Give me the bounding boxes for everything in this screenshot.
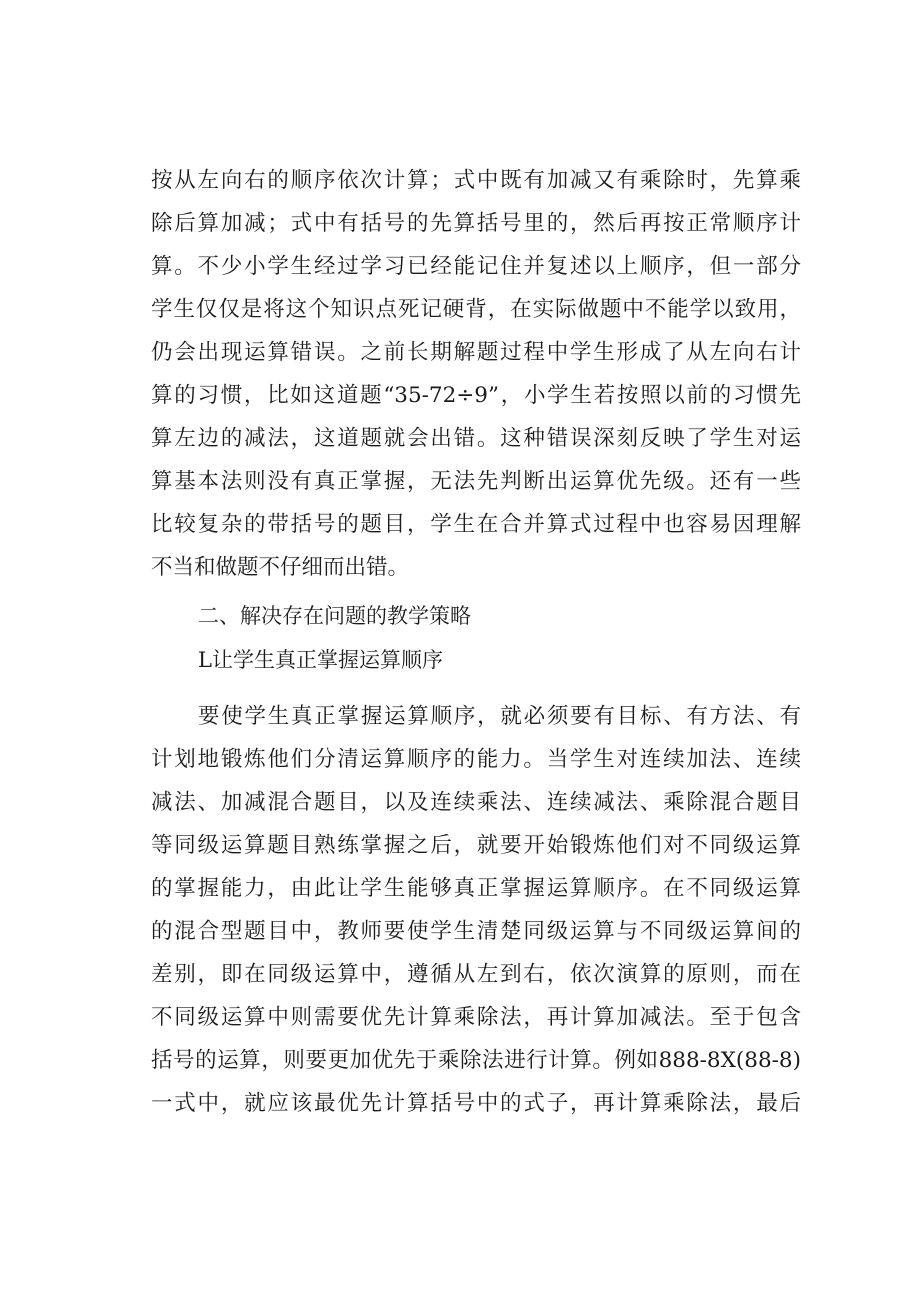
paragraph-line: 减法、加减混合题目，以及连续乘法、连续减法、乘除混合题目: [151, 790, 801, 815]
paragraph-line: 的掌握能力，由此让学生能够真正掌握运算顺序。在不同级运算: [151, 876, 801, 901]
subsection-heading: L让学生真正掌握运算顺序: [198, 648, 443, 672]
paragraph-line: 一式中，就应该最优先计算括号中的式子，再计算乘除法，最后: [151, 1091, 801, 1116]
paragraph-line: 括号的运算，则要更加优先于乘除法进行计算。例如888-8X(88-8): [151, 1048, 801, 1073]
paragraph-line: 差别，即在同级运算中，遵循从左到右，依次演算的原则，而在: [151, 962, 801, 987]
paragraph-line: 不同级运算中则需要优先计算乘除法，再计算加减法。至于包含: [151, 1005, 801, 1030]
paragraph-line: 算。不少小学生经过学习已经能记住并复述以上顺序，但一部分: [151, 254, 801, 279]
paragraph-line: 计划地锻炼他们分清运算顺序的能力。当学生对连续加法、连续: [151, 747, 801, 772]
paragraph-line: 比较复杂的带括号的题目，学生在合并算式过程中也容易因理解: [151, 512, 801, 537]
paragraph-line: 学生仅仅是将这个知识点死记硬背，在实际做题中不能学以致用，: [151, 297, 801, 322]
paragraph-line: 除后算加减；式中有括号的先算括号里的，然后再按正常顺序计: [151, 211, 801, 236]
paragraph-line: 仍会出现运算错误。之前长期解题过程中学生形成了从左向右计: [151, 340, 801, 365]
paragraph-line: 的混合型题目中，教师要使学生清楚同级运算与不同级运算间的: [151, 919, 801, 944]
paragraph-line: 算左边的减法，这道题就会出错。这种错误深刻反映了学生对运: [151, 426, 801, 451]
paragraph-line: 算基本法则没有真正掌握，无法先判断出运算优先级。还有一些: [151, 469, 801, 494]
paragraph-line: 不当和做题不仔细而出错。: [151, 555, 410, 580]
paragraph-line: 等同级运算题目熟练掌握之后，就要开始锻炼他们对不同级运算: [151, 833, 801, 858]
paragraph-line: 要使学生真正掌握运算顺序，就必须要有目标、有方法、有: [198, 704, 801, 729]
paragraph-line: 按从左向右的顺序依次计算；式中既有加减又有乘除时，先算乘: [151, 168, 801, 193]
paragraph-line: 算的习惯，比如这道题“35-72÷9”，小学生若按照以前的习惯先: [151, 383, 801, 408]
section-heading: 二、解决存在问题的教学策略: [198, 604, 471, 628]
